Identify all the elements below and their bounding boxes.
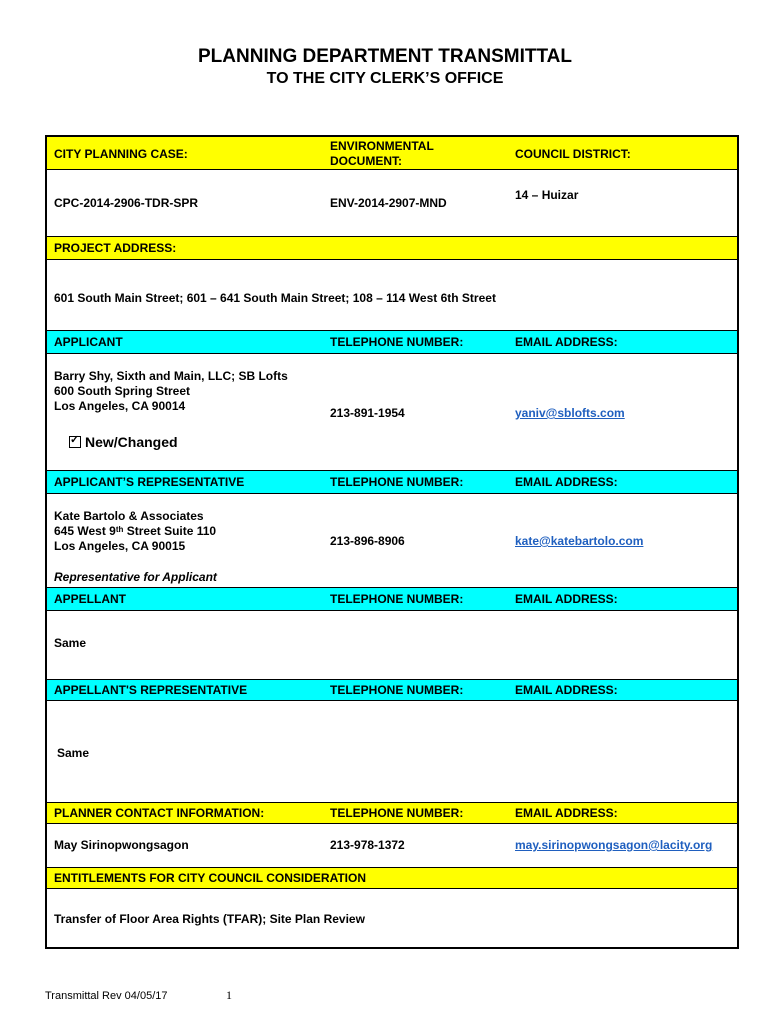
environmental-document-label: ENVIRONMENTAL DOCUMENT: [330,139,434,168]
applicant-rep-city: Los Angeles, CA 90015 [54,539,186,553]
entitlements-header-row [47,867,737,889]
applicant-row [47,354,737,470]
applicant-email-label: EMAIL ADDRESS: [515,335,618,349]
appellant-email-label: EMAIL ADDRESS: [515,592,618,606]
case-header-row [47,137,737,170]
applicant-rep-header-row [47,470,737,494]
planner-header-row [47,802,737,824]
page-number: 1 [226,988,232,1002]
planner-email-link[interactable]: may.sirinopwongsagon@lacity.org [515,838,713,852]
appellant-rep-row [47,701,737,802]
project-address-row [47,260,737,330]
entitlements-row [47,889,737,949]
council-district-value: 14 – Huizar [515,188,579,202]
applicant-city: Los Angeles, CA 90014 [54,399,186,413]
applicant-rep-name: Kate Bartolo & Associates [54,509,204,523]
page-title: PLANNING DEPARTMENT TRANSMITTAL [198,46,572,67]
new-changed-label: New/Changed [85,434,178,450]
applicant-rep-email-label: EMAIL ADDRESS: [515,475,618,489]
page-subtitle: TO THE CITY CLERK’S OFFICE [266,70,504,87]
planner-telephone-label: TELEPHONE NUMBER: [330,806,464,820]
entitlements-value: Transfer of Floor Area Rights (TFAR); Site Plan Review [54,912,365,926]
transmittal-form [45,135,739,949]
planner-phone: 213-978-1372 [330,838,405,852]
applicant-phone: 213-891-1954 [330,406,405,420]
applicant-rep-address [54,509,216,554]
applicant-rep-telephone-label: TELEPHONE NUMBER: [330,475,464,489]
applicant-name: Barry Shy, Sixth and Main, LLC; SB Lofts [54,369,288,383]
footer-revision: Transmittal Rev 04/05/17 [45,990,168,1002]
applicant-rep-phone: 213-896-8906 [330,534,405,548]
city-planning-case-label: CITY PLANNING CASE: [54,147,188,161]
applicant-rep-row [47,494,737,587]
applicant-telephone-label: TELEPHONE NUMBER: [330,335,464,349]
appellant-value: Same [54,636,87,650]
entitlements-label: ENTITLEMENTS FOR CITY COUNCIL CONSIDERATION [54,871,367,885]
applicant-rep-note: Representative for Applicant [54,570,217,584]
planner-contact-label: PLANNER CONTACT INFORMATION: [54,806,265,820]
applicant-rep-label: APPLICANT’S REPRESENTATIVE [54,475,245,489]
applicant-rep-street: 645 West 9th Street Suite 110 [54,524,217,538]
project-address-label: PROJECT ADDRESS: [54,241,177,255]
checkbox-checked-icon [69,436,81,448]
applicant-email-link[interactable]: yaniv@sblofts.com [515,406,625,420]
council-district-label: COUNCIL DISTRICT: [515,147,631,161]
appellant-label: APPELLANT [54,592,126,606]
city-planning-case-value: CPC-2014-2906-TDR-SPR [54,196,199,210]
appellant-rep-value: Same [57,746,90,760]
appellant-rep-telephone-label: TELEPHONE NUMBER: [330,683,464,697]
appellant-row [47,611,737,679]
planner-row [47,824,737,867]
new-changed-checkbox[interactable] [69,434,178,450]
appellant-rep-label: APPELLANT'S REPRESENTATIVE [54,683,248,697]
planner-email-label: EMAIL ADDRESS: [515,806,618,820]
appellant-header-row [47,587,737,611]
applicant-address [54,369,288,414]
environmental-document-value: ENV-2014-2907-MND [330,196,447,210]
appellant-telephone-label: TELEPHONE NUMBER: [330,592,464,606]
project-address-header [47,236,737,260]
case-values-row [47,170,737,236]
applicant-header-row [47,330,737,354]
planner-name: May Sirinopwongsagon [54,838,189,852]
applicant-street: 600 South Spring Street [54,384,191,398]
applicant-label: APPLICANT [54,335,123,349]
appellant-rep-header-row [47,679,737,701]
project-address-value: 601 South Main Street; 601 – 641 South Main Street; 108 – 114 West 6th Street [54,291,496,305]
applicant-rep-email-link[interactable]: kate@katebartolo.com [515,534,644,548]
appellant-rep-email-label: EMAIL ADDRESS: [515,683,618,697]
